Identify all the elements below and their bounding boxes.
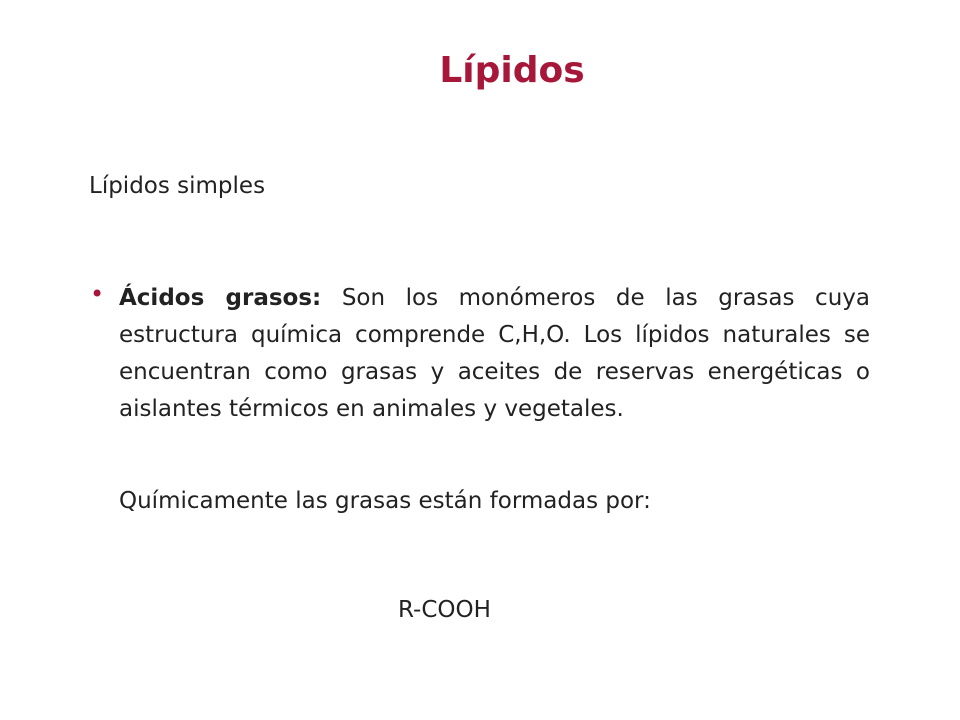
followup-text: Químicamente las grasas están formadas por:	[119, 488, 651, 514]
section-subtitle: Lípidos simples	[89, 173, 266, 199]
slide-title: Lípidos	[439, 50, 585, 91]
bullet-term: Ácidos grasos:	[119, 285, 322, 311]
bullet-item	[90, 280, 870, 428]
bullet-description: Son los monómeros de las grasas cuya estructura química comprende C,H,O. Los lípidos naturales se encuentran como grasas y aceites de reservas energéticas o aislantes térmicos en animales y vegetales.	[119, 285, 870, 422]
bullet-paragraph	[119, 280, 870, 428]
chemical-formula: R-COOH	[398, 597, 491, 623]
bullet-dot-icon: •	[90, 280, 105, 308]
